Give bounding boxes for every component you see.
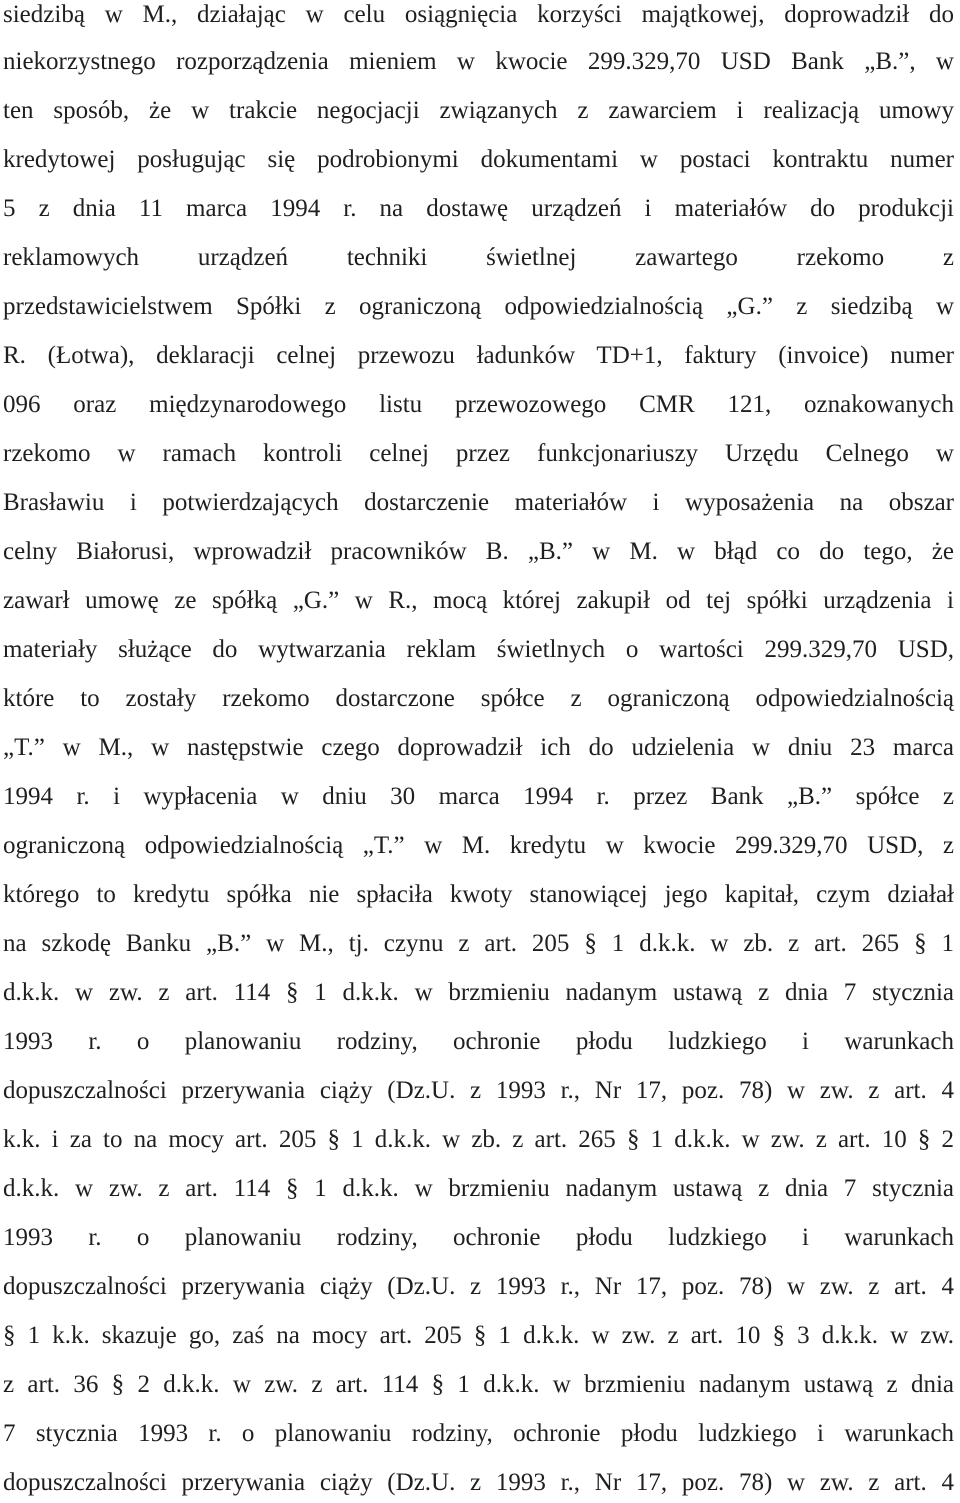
text-line: reklamowych urządzeń techniki świetlnej zawartego rzekomo z [3, 244, 954, 271]
text-line: § 1 k.k. skazuje go, zaś na mocy art. 205 § 1 d.k.k. w zw. z art. 10 § 3 d.k.k. w zw. [3, 1322, 954, 1349]
text-line: niekorzystnego rozporządzenia mieniem w kwocie 299.329,70 USD Bank „B.”, w [3, 48, 954, 75]
text-line: które to zostały rzekomo dostarczone spółce z ograniczoną odpowiedzialnością [3, 685, 954, 712]
text-line: z art. 36 § 2 d.k.k. w zw. z art. 114 § 1 d.k.k. w brzmieniu nadanym ustawą z dnia [3, 1371, 954, 1398]
text-line: „T.” w M., w następstwie czego doprowadził ich do udzielenia w dniu 23 marca [3, 734, 954, 761]
text-line: kredytowej posługując się podrobionymi dokumentami w postaci kontraktu numer [3, 146, 954, 173]
text-line: przedstawicielstwem Spółki z ograniczoną odpowiedzialnością „G.” z siedzibą w [3, 293, 954, 320]
text-line: 1993 r. o planowaniu rodziny, ochronie płodu ludzkiego i warunkach [3, 1224, 954, 1251]
text-line: dopuszczalności przerywania ciąży (Dz.U. z 1993 r., Nr 17, poz. 78) w zw. z art. 4 [3, 1273, 954, 1300]
text-line: Brasławiu i potwierdzających dostarczenie materiałów i wyposażenia na obszar [3, 489, 954, 516]
text-line: rzekomo w ramach kontroli celnej przez funkcjonariuszy Urzędu Celnego w [3, 440, 954, 467]
text-line: celny Białorusi, wprowadził pracowników B. „B.” w M. w błąd co do tego, że [3, 538, 954, 565]
text-line: d.k.k. w zw. z art. 114 § 1 d.k.k. w brzmieniu nadanym ustawą z dnia 7 stycznia [3, 1175, 954, 1202]
text-line: R. (Łotwa), deklaracji celnej przewozu ładunków TD+1, faktury (invoice) numer [3, 342, 954, 369]
text-line: zawarł umowę ze spółką „G.” w R., mocą której zakupił od tej spółki urządzenia i [3, 587, 954, 614]
text-line: 7 stycznia 1993 r. o planowaniu rodziny, ochronie płodu ludzkiego i warunkach [3, 1420, 954, 1447]
text-line: którego to kredytu spółka nie spłaciła kwoty stanowiącej jego kapitał, czym działał [3, 881, 954, 908]
text-line: ograniczoną odpowiedzialnością „T.” w M. kredytu w kwocie 299.329,70 USD, z [3, 832, 954, 859]
text-line: 1994 r. i wypłacenia w dniu 30 marca 1994 r. przez Bank „B.” spółce z [3, 783, 954, 810]
text-line: ten sposób, że w trakcie negocjacji związanych z zawarciem i realizacją umowy [3, 97, 954, 124]
text-line: d.k.k. w zw. z art. 114 § 1 d.k.k. w brzmieniu nadanym ustawą z dnia 7 stycznia [3, 979, 954, 1006]
text-line: 5 z dnia 11 marca 1994 r. na dostawę urządzeń i materiałów do produkcji [3, 195, 954, 222]
text-line: materiały służące do wytwarzania reklam świetlnych o wartości 299.329,70 USD, [3, 636, 954, 663]
text-line: 096 oraz międzynarodowego listu przewozowego CMR 121, oznakowanych [3, 391, 954, 418]
text-line: na szkodę Banku „B.” w M., tj. czynu z art. 205 § 1 d.k.k. w zb. z art. 265 § 1 [3, 930, 954, 957]
text-line: siedzibą w M., działając w celu osiągnięcia korzyści majątkowej, doprowadził do [3, 1, 954, 28]
text-line: k.k. i za to na mocy art. 205 § 1 d.k.k. w zb. z art. 265 § 1 d.k.k. w zw. z art. 10 § 2 [3, 1126, 954, 1153]
text-line: dopuszczalności przerywania ciąży (Dz.U. z 1993 r., Nr 17, poz. 78) w zw. z art. 4 [3, 1469, 954, 1496]
text-line: 1993 r. o planowaniu rodziny, ochronie płodu ludzkiego i warunkach [3, 1028, 954, 1055]
text-line: dopuszczalności przerywania ciąży (Dz.U. z 1993 r., Nr 17, poz. 78) w zw. z art. 4 [3, 1077, 954, 1104]
